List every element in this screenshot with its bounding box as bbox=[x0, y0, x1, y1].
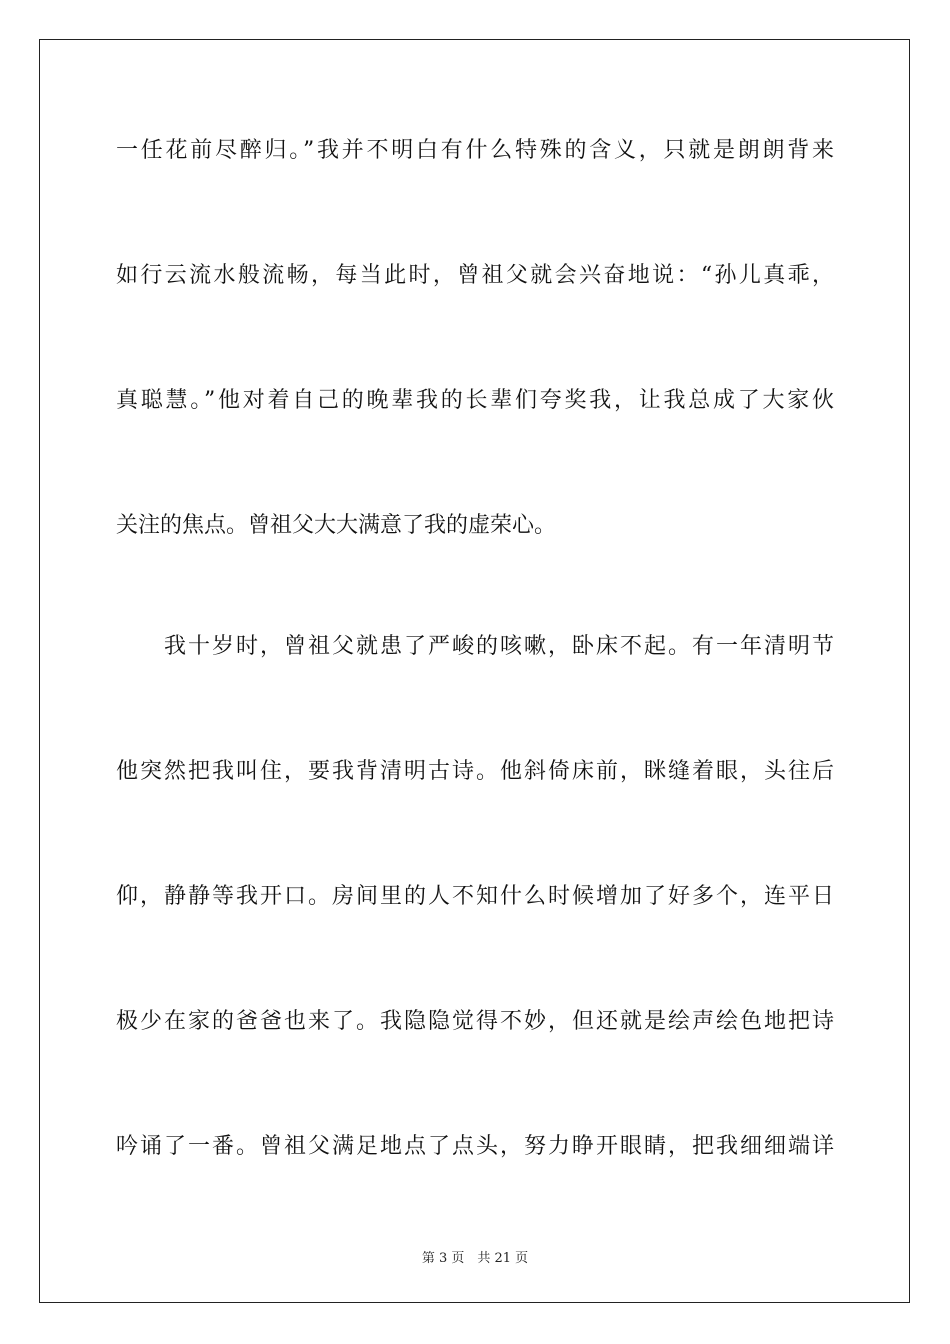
body-text-line-7: 仰，静静等我开口。房间里的人不知什么时候增加了好多个，连平日 bbox=[116, 884, 834, 909]
body-text-line-2: 如行云流水般流畅，每当此时，曾祖父就会兴奋地说：“孙儿真乖， bbox=[116, 263, 834, 288]
body-text-line-3: 真聪慧。”他对着自己的晚辈我的长辈们夸奖我，让我总成了大家伙 bbox=[116, 388, 834, 413]
body-text-line-6: 他突然把我叫住，要我背清明古诗。他斜倚床前，眯缝着眼，头往后 bbox=[116, 759, 834, 784]
body-text-line-9: 吟诵了一番。曾祖父满足地点了点头，努力睁开眼睛，把我细细端详 bbox=[116, 1134, 834, 1159]
body-text-line-1: 一任花前尽醉归。”我并不明白有什么特殊的含义，只就是朗朗背来 bbox=[116, 138, 834, 163]
body-text-line-8: 极少在家的爸爸也来了。我隐隐觉得不妙，但还就是绘声绘色地把诗 bbox=[116, 1009, 834, 1034]
page-number-footer: 第 3 页 共 21 页 bbox=[421, 1251, 529, 1266]
body-text-line-5: 我十岁时，曾祖父就患了严峻的咳嗽，卧床不起。有一年清明节 bbox=[164, 634, 834, 659]
page-border bbox=[39, 39, 910, 1303]
body-text-line-4: 关注的焦点。曾祖父大大满意了我的虚荣心。 bbox=[116, 513, 557, 538]
